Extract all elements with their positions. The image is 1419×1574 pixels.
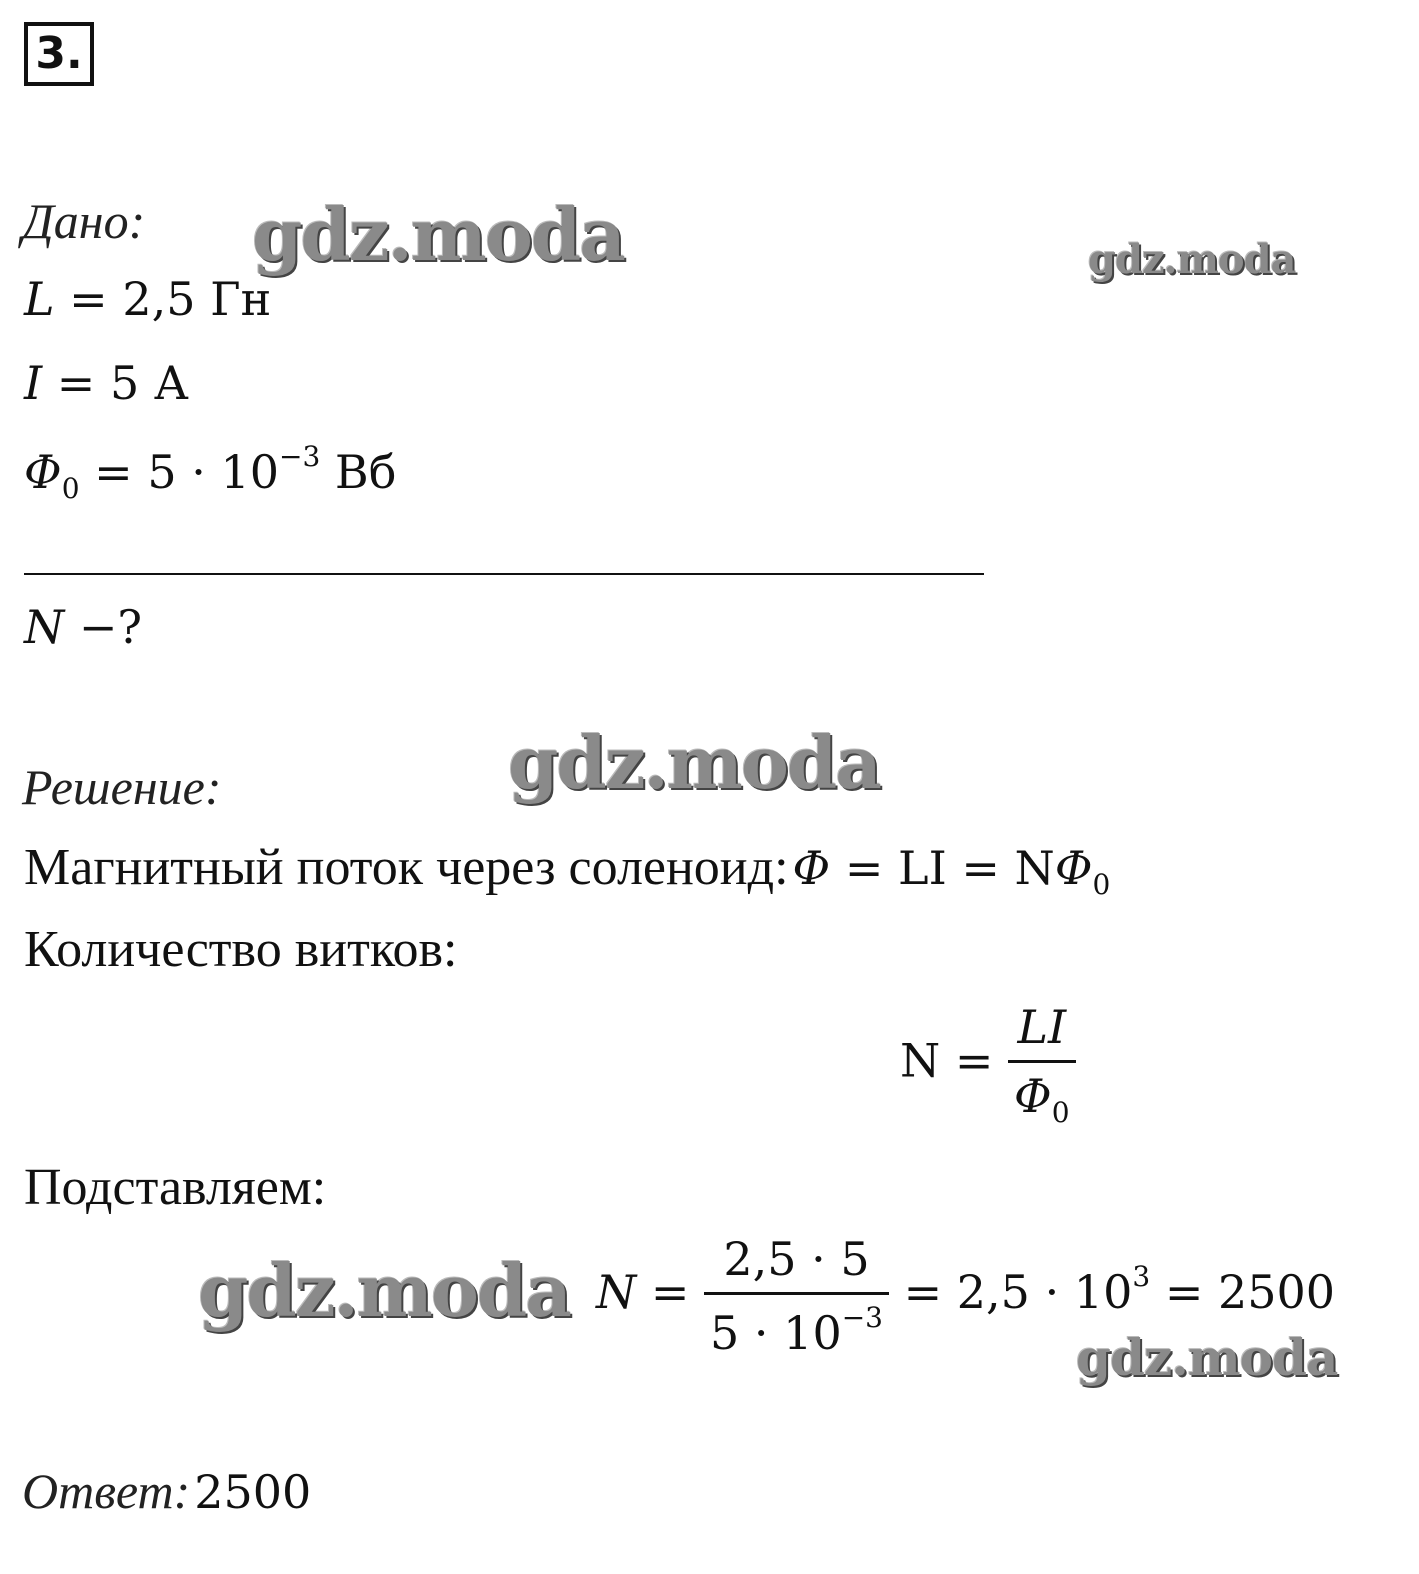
find-unknown: N −?	[24, 600, 143, 654]
turns-formula: N = $\frac{LI}{\Phi_0}$	[900, 1000, 1076, 1129]
given-flux: $\Phi_0 = 5 \cdot 10^{-3}$ Вб	[24, 440, 397, 505]
given-current: I = 5 А	[24, 356, 189, 410]
substitute-text: Подставляем:	[24, 1159, 327, 1216]
watermark: gdz.moda	[198, 1248, 570, 1333]
given-divider	[24, 573, 984, 575]
given-inductance: L = 2,5 Гн	[24, 272, 272, 326]
solution-label: Решение:	[22, 759, 222, 815]
turns-text: Количество витков:	[24, 921, 458, 978]
given-label: Дано:	[22, 193, 146, 249]
watermark: gdz.moda	[508, 720, 880, 805]
watermark: gdz.moda	[1076, 1328, 1338, 1387]
calc-formula: N = $\frac{2,5 \cdot 5}{5 \cdot 10^{-3}}$ = $2,5 \cdot 10^3 = 2500$	[596, 1232, 1336, 1360]
answer-line: Ответ: 2500	[22, 1463, 312, 1519]
problem-number: 3.	[24, 22, 94, 86]
flux-line: Магнитный поток через соленоид: Φ = LI = $N\Phi_0$	[24, 839, 1111, 901]
watermark: gdz.moda	[1088, 236, 1296, 283]
watermark: gdz.moda	[252, 192, 624, 277]
